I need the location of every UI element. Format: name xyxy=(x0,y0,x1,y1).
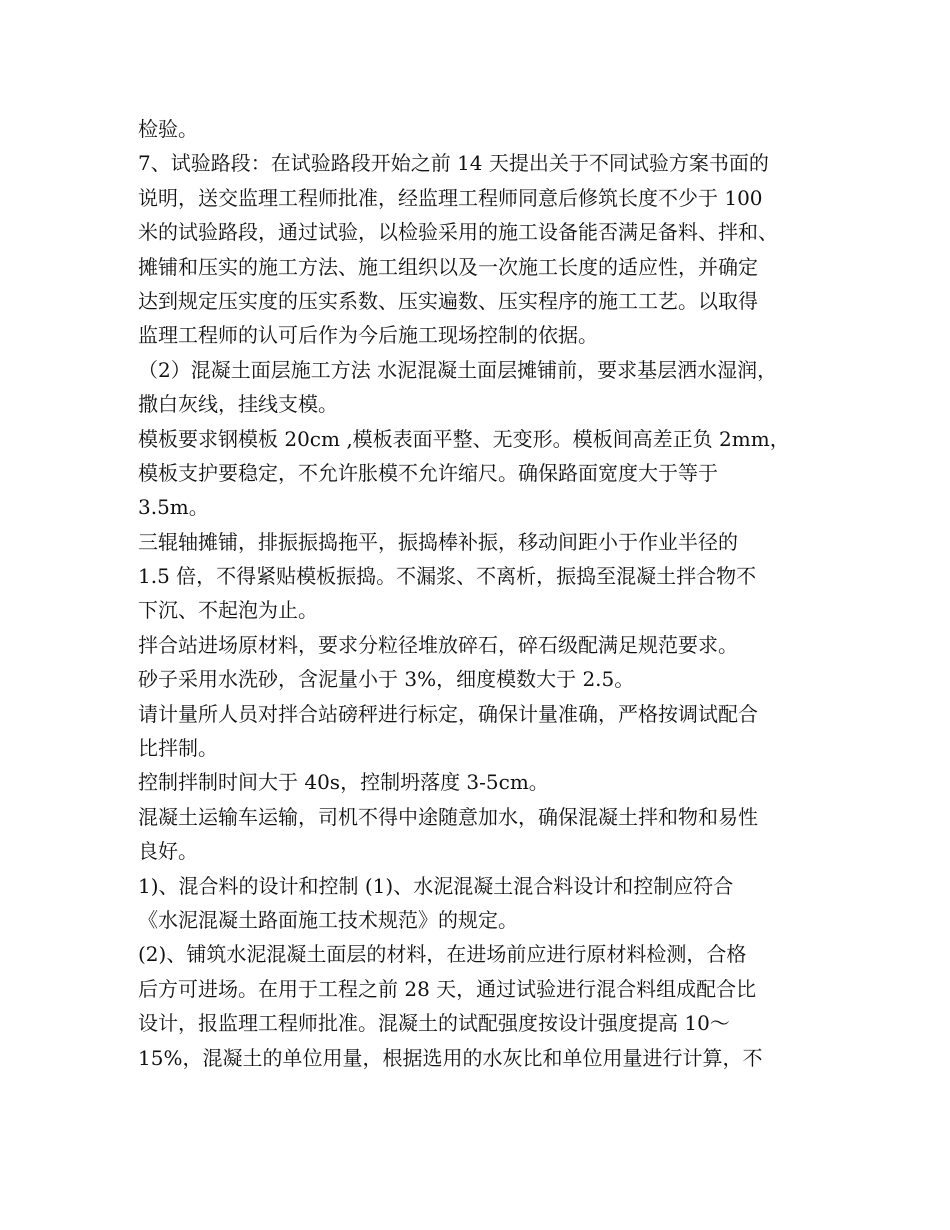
text-line: 拌合站进场原材料，要求分粒径堆放碎石，碎石级配满足规范要求。 xyxy=(138,632,738,657)
text-line: 模板支护要稳定，不允许胀模不允许缩尺。确保路面宽度大于等于 xyxy=(138,460,718,485)
text-line: 请计量所人员对拌合站磅秤进行标定，确保计量准确，严格按调试配合 xyxy=(138,701,758,726)
text-line: 设计，报监理工程师批准。混凝土的试配强度按设计强度提高 10～ xyxy=(138,1011,730,1036)
text-line: 比拌制。 xyxy=(138,736,218,761)
text-line: 控制拌制时间大于 40s，控制坍落度 3-5cm。 xyxy=(138,770,549,795)
text-line: 说明，送交监理工程师批准，经监理工程师同意后修筑长度不少于 100 xyxy=(138,185,763,210)
text-line: 三辊轴摊铺，排振振捣拖平，振捣棒补振，移动间距小于作业半径的 xyxy=(138,529,738,554)
text-line: 后方可进场。在用于工程之前 28 天，通过试验进行混合料组成配合比 xyxy=(138,976,757,1001)
text-line: 混凝土运输车运输，司机不得中途随意加水，确保混凝土拌和物和易性 xyxy=(138,804,758,829)
text-line: 3.5m。 xyxy=(138,495,209,520)
text-line: （2）混凝土面层施工方法 水泥混凝土面层摊铺前，要求基层洒水湿润， xyxy=(138,357,778,382)
text-line: 监理工程师的认可后作为今后施工现场控制的依据。 xyxy=(138,323,598,348)
text-line: 检验。 xyxy=(138,117,198,141)
text-line: 7、试验路段：在试验路段开始之前 14 天提出关于不同试验方案书面的 xyxy=(138,151,769,176)
text-line: 米的试验路段，通过试验，以检验采用的施工设备能否满足备料、拌和、 xyxy=(138,220,778,245)
text-line: (2)、铺筑水泥混凝土面层的材料，在进场前应进行原材料检测，合格 xyxy=(138,942,747,967)
text-line: 摊铺和压实的施工方法、施工组织以及一次施工长度的适应性，并确定 xyxy=(138,254,758,279)
body-text xyxy=(138,112,818,1075)
text-line: 1.5 倍，不得紧贴模板振捣。不漏浆、不离析，振捣至混凝土拌合物不 xyxy=(138,564,757,589)
text-line: 1)、混合料的设计和控制 (1)、水泥混凝土混合料设计和控制应符合 xyxy=(138,873,734,898)
text-line: 《水泥混凝土路面施工技术规范》的规定。 xyxy=(138,907,518,932)
text-line: 达到规定压实度的压实系数、压实遍数、压实程序的施工工艺。以取得 xyxy=(138,288,758,313)
text-line: 模板要求钢模板 20cm ,模板表面平整、无变形。模板间高差正负 2mm， xyxy=(138,426,790,451)
text-line: 砂子采用水洗砂，含泥量小于 3%，细度模数大于 2.5。 xyxy=(138,667,635,692)
text-line: 撒白灰线，挂线支模。 xyxy=(138,392,338,417)
text-line: 15%，混凝土的单位用量，根据选用的水灰比和单位用量进行计算，不 xyxy=(138,1045,763,1070)
text-line: 良好。 xyxy=(138,839,198,864)
text-line: 下沉、不起泡为止。 xyxy=(138,598,318,623)
